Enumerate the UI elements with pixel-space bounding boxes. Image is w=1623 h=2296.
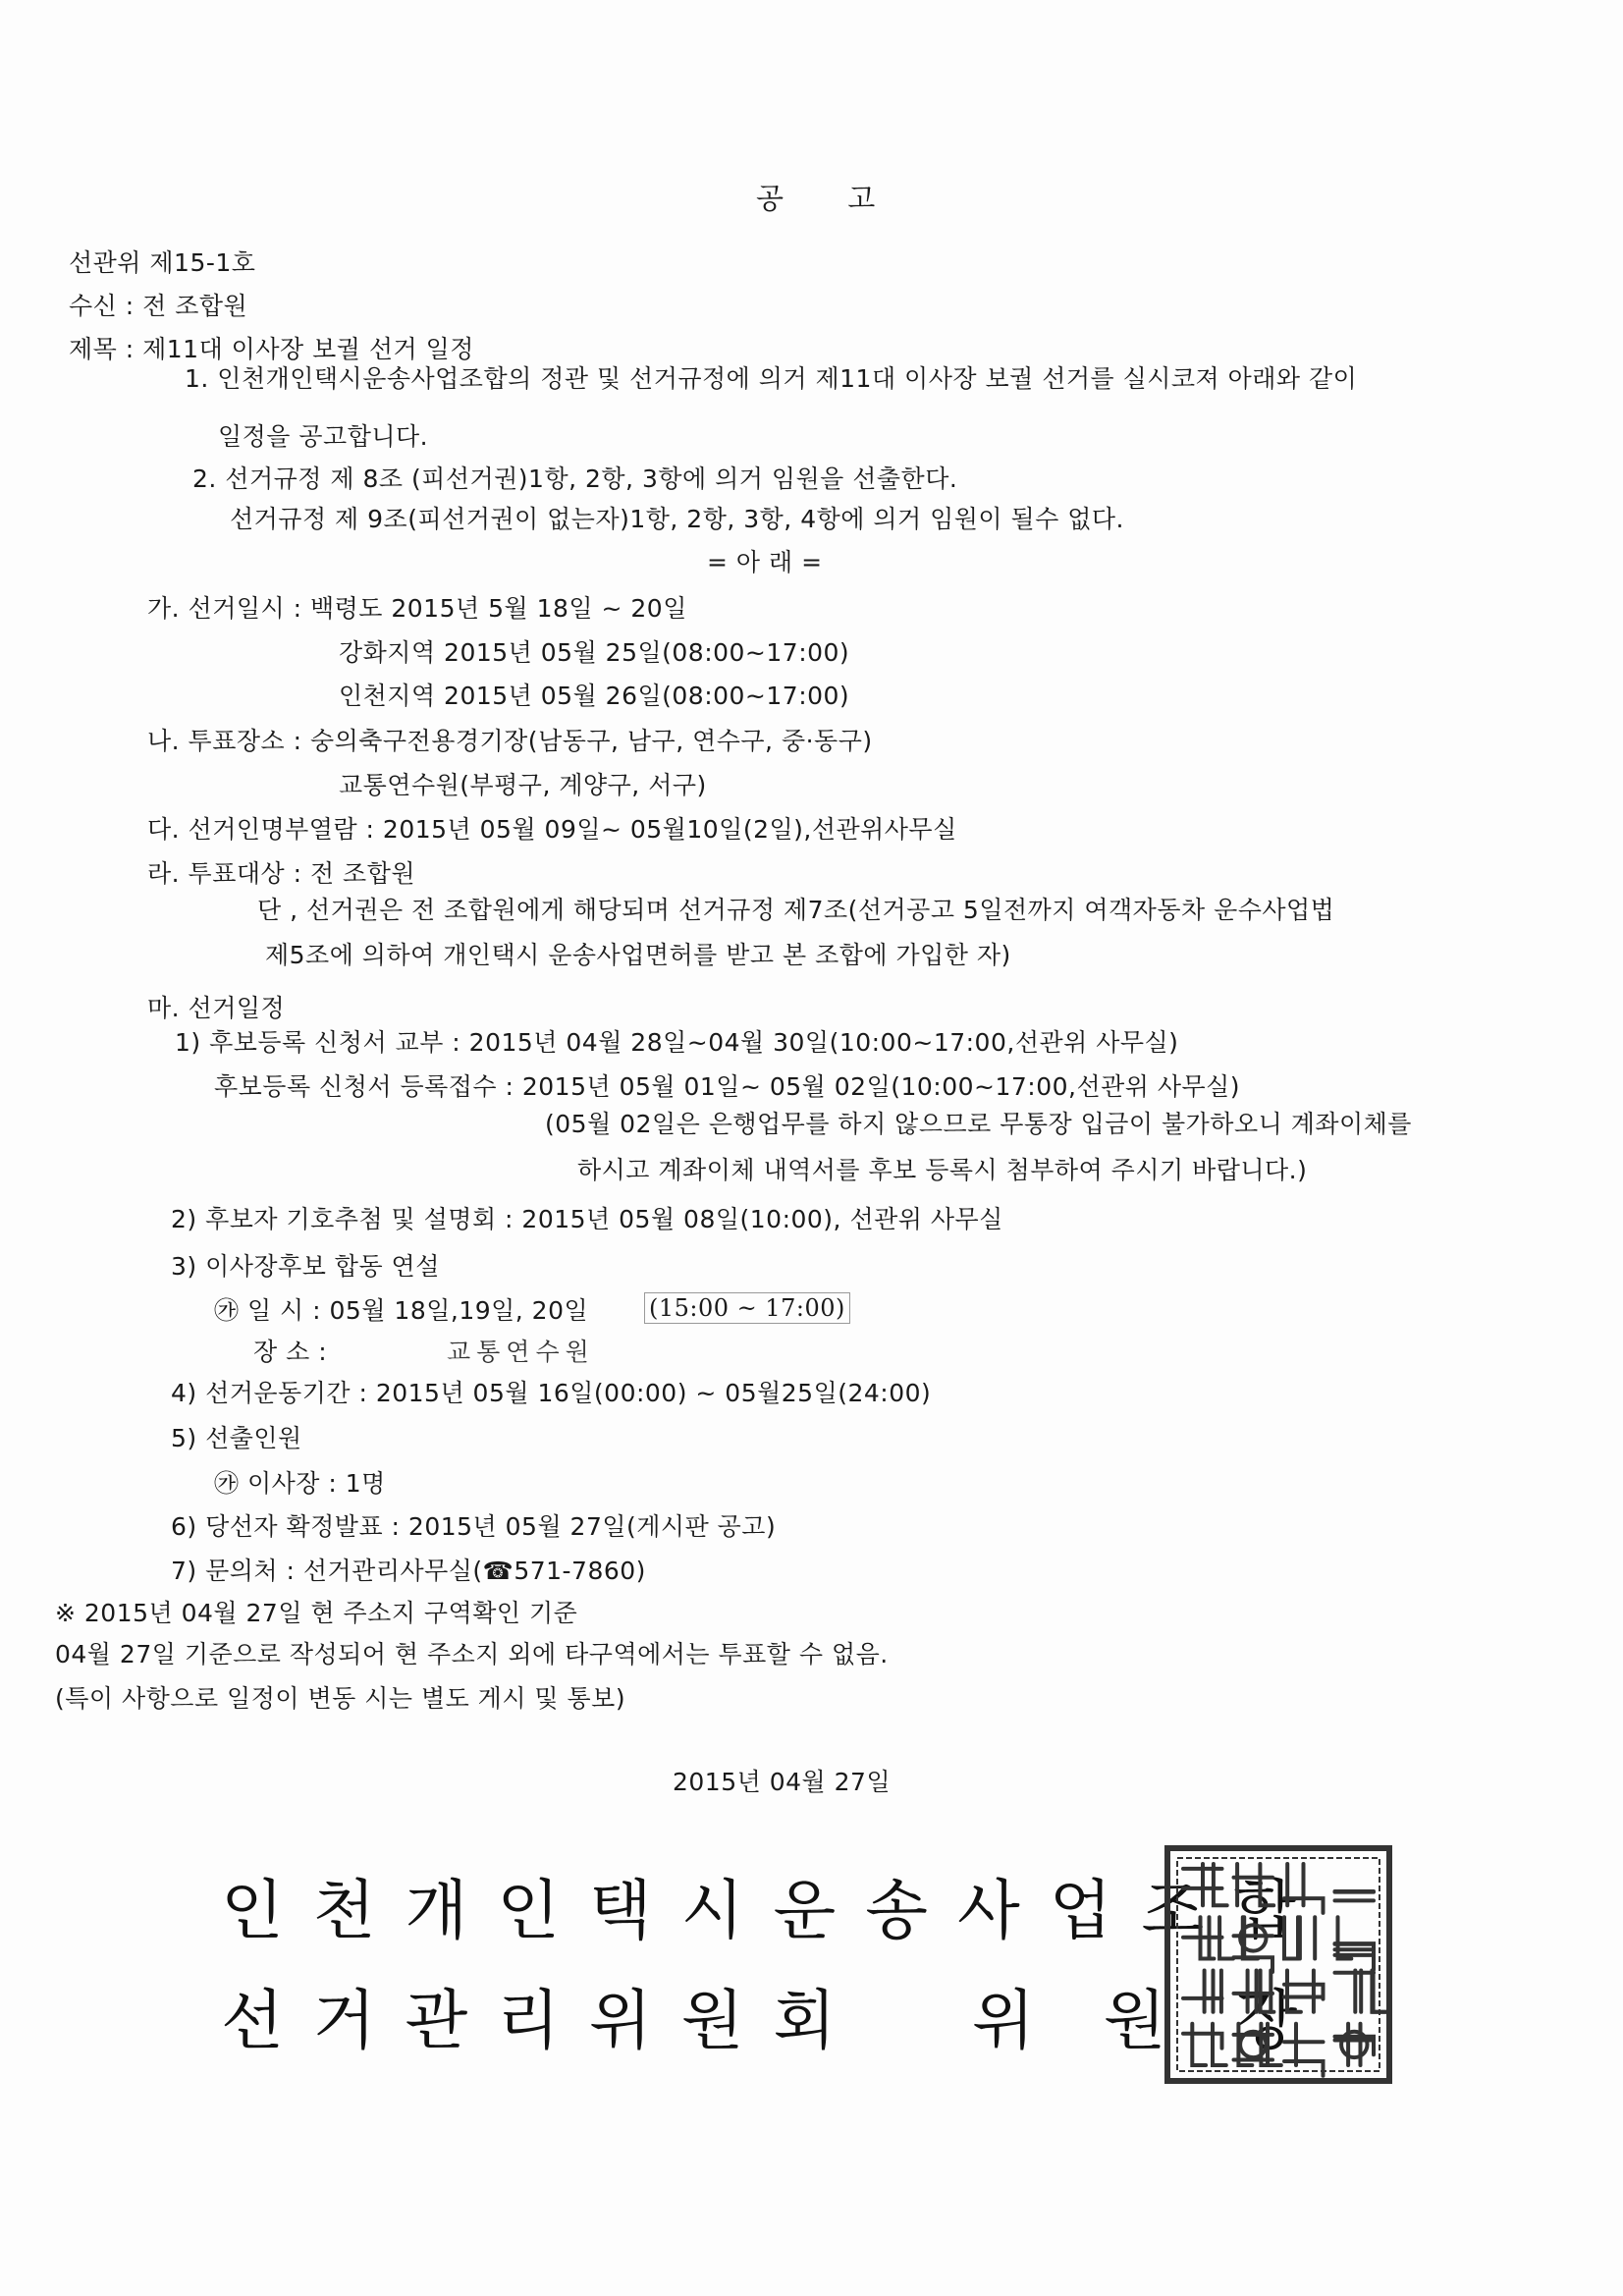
schedule-3-place-value: 교통연수원 <box>447 1338 595 1366</box>
section-na-line-2: 교통연수원(부평구, 계양구, 서구) <box>339 771 707 799</box>
schedule-3-datetime: ㉮ 일 시 : 05월 18일,19일, 20일 <box>214 1296 589 1325</box>
official-seal-icon <box>1163 1844 1393 2085</box>
seal-glyph-stroke <box>1338 1917 1352 1958</box>
note-line-3: (특이 사항으로 일정이 변동 시는 별도 게시 및 통보) <box>55 1684 626 1713</box>
seal-glyph-stroke <box>1213 2024 1226 2065</box>
note-line-1: ※ 2015년 04월 27일 현 주소지 구역확인 기준 <box>55 1599 578 1627</box>
recipient-line: 수신 : 전 조합원 <box>69 292 248 320</box>
seal-glyph-stroke <box>1192 2024 1206 2065</box>
subject-line: 제목 : 제11대 이사장 보궐 선거 일정 <box>69 335 474 363</box>
schedule-6: 6) 당선자 확정발표 : 2015년 05월 27일(게시판 공고) <box>171 1512 777 1541</box>
schedule-1-note-line-2: 하시고 계좌이체 내역서를 후보 등록시 첨부하여 주시기 바랍니다.) <box>577 1156 1308 1184</box>
note-line-2: 04월 27일 기준으로 작성되어 현 주소지 외에 타구역에서는 투표할 수 없음. <box>55 1640 889 1668</box>
schedule-1-line-1: 1) 후보등록 신청서 교부 : 2015년 04월 28일~04월 30일(10:00~17:00,선관위 사무실) <box>175 1028 1179 1057</box>
issue-date: 2015년 04월 27일 <box>673 1768 892 1796</box>
intro-paragraph-2-line-1: 2. 선거규정 제 8조 (피선거권)1항, 2항, 3항에 의거 임원을 선출한다. <box>192 465 958 493</box>
section-ra-note-line-2: 제5조에 의하여 개인택시 운송사업면허를 받고 본 조합에 가입한 자) <box>265 941 1011 969</box>
seal-glyph-stroke <box>1284 1917 1298 1958</box>
intro-paragraph-1-line-2: 일정을 공고합니다. <box>218 422 429 451</box>
schedule-3: 3) 이사장후보 합동 연설 <box>171 1252 440 1281</box>
below-marker: = 아 래 = <box>707 548 823 576</box>
section-ra-note-line-1: 단 , 선거권은 전 조합원에게 해당되며 선거규정 제7조(선거공고 5일전까지 여객자동차 운수사업법 <box>257 896 1335 924</box>
intro-paragraph-1-line-1: 1. 인천개인택시운송사업조합의 정관 및 선거규정에 의거 제11대 이사장 보궐 선거를 실시코져 아래와 같이 <box>185 364 1358 393</box>
section-ga-line-3: 인천지역 2015년 05월 26일(08:00~17:00) <box>339 682 850 710</box>
schedule-1-line-2: 후보등록 신청서 등록접수 : 2015년 05월 01일~ 05월 02일(10:00~17:00,선관위 사무실) <box>214 1072 1241 1101</box>
seal-glyph-stroke <box>1284 2061 1324 2076</box>
schedule-3-time-box: (15:00 ~ 17:00) <box>644 1292 850 1324</box>
schedule-7: 7) 문의처 : 선거관리사무실(☎571-7860) <box>171 1557 646 1585</box>
document-number: 선관위 제15-1호 <box>69 248 256 277</box>
seal-glyph-stroke <box>1260 1864 1273 1905</box>
section-ma: 마. 선거일정 <box>147 994 286 1022</box>
section-ga-line-2: 강화지역 2015년 05월 25일(08:00~17:00) <box>339 638 850 667</box>
signature-committee: 선거관리위원회 <box>221 1983 866 2058</box>
intro-paragraph-2-line-2: 선거규정 제 9조(피선거권이 없는자)1항, 2항, 3항, 4항에 의거 임원이 될수 없다. <box>230 505 1124 533</box>
seal-glyph-stroke <box>1183 2034 1222 2049</box>
document-title: 공 고 <box>756 182 903 215</box>
schedule-1-note-line-1: (05월 02일은 은행업무를 하지 않으므로 무통장 입금이 불가하오니 계좌이체를 <box>545 1110 1412 1138</box>
signature-organization: 인천개인택시운송사업조합 <box>221 1873 1326 1948</box>
section-da: 다. 선거인명부열람 : 2015년 05월 09일~ 05월10일(2일),선관위사무실 <box>147 815 957 844</box>
schedule-3-place-label: 장 소 : <box>253 1338 328 1366</box>
section-na-line-1: 나. 투표장소 : 숭의축구전용경기장(남동구, 남구, 연수구, 중·동구) <box>147 727 873 755</box>
section-ra: 라. 투표대상 : 전 조합원 <box>147 859 416 888</box>
signature-chairman: 위원장 <box>972 1983 1367 2058</box>
schedule-4: 4) 선거운동기간 : 2015년 05월 16일(00:00) ~ 05월25일(24:00) <box>171 1379 932 1407</box>
schedule-5-item: ㉮ 이사장 : 1명 <box>214 1469 386 1498</box>
section-ga-line-1: 가. 선거일시 : 백령도 2015년 5월 18일 ~ 20일 <box>147 594 687 623</box>
schedule-2: 2) 후보자 기호추첨 및 설명회 : 2015년 05월 08일(10:00), 선관위 사무실 <box>171 1205 1003 1233</box>
seal-glyph-stroke <box>1287 1971 1301 2012</box>
schedule-5: 5) 선출인원 <box>171 1424 302 1452</box>
